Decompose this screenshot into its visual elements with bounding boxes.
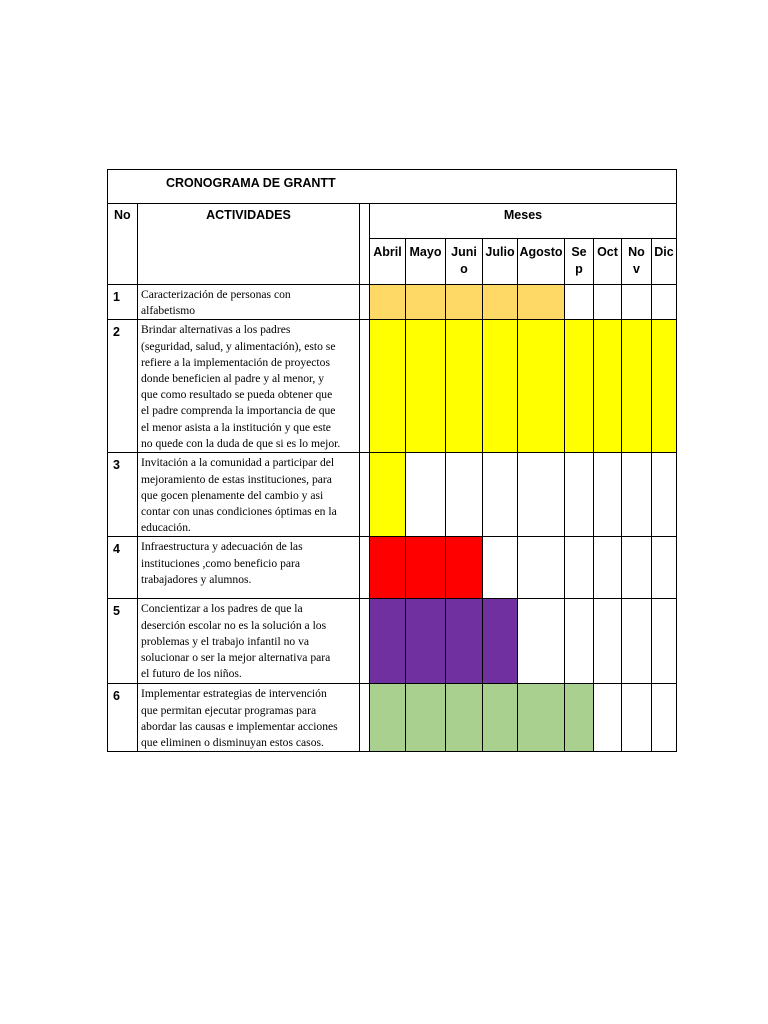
month-cell-scheduled [406,537,446,599]
chart-title: CRONOGRAMA DE GRANTT [108,170,677,204]
month-cell-scheduled [483,684,518,752]
month-header: Julio [483,239,518,285]
month-cell-scheduled [483,285,518,320]
month-cell-scheduled [370,453,406,537]
activity-line: que permitan ejecutar programas para [141,703,317,717]
month-cell-scheduled [652,320,677,453]
month-cell-empty [565,285,594,320]
activity-description [138,684,360,752]
month-cell-scheduled [406,320,446,453]
activity-line: Caracterización de personas con [141,288,291,301]
month-cell-scheduled [370,320,406,453]
table-row [108,320,677,453]
month-cell-empty [594,599,622,684]
spacer-cell [360,684,370,752]
month-cell-empty [565,599,594,684]
activity-line: el menor asista a la institución y que este [141,420,331,434]
activity-line: Concientizar a los padres de que la [141,602,303,616]
month-header: No v [622,239,652,285]
month-cell-empty [652,453,677,537]
activity-line: refiere a la implementación de proyectos [141,355,330,369]
table-row [108,684,677,752]
month-cell-empty [518,453,565,537]
month-cell-scheduled [518,684,565,752]
activity-line: problemas y el trabajo infantil no va [141,634,310,648]
month-cell-empty [652,599,677,684]
month-header: Mayo [406,239,446,285]
spacer-cell [360,320,370,453]
month-cell-empty [622,453,652,537]
month-cell-scheduled [446,684,483,752]
table-row [108,453,677,537]
row-number: 6 [108,684,138,752]
month-header: Abril [370,239,406,285]
activity-line: educación. [141,521,191,535]
month-cell-empty [483,537,518,599]
month-header: Agosto [518,239,565,285]
activity-line: deserción escolar no es la solución a los [141,618,327,632]
month-cell-scheduled [483,599,518,684]
activity-line: que eliminen o disminuyan estos casos. [141,736,324,750]
month-cell-scheduled [446,599,483,684]
month-cell-scheduled [518,320,565,453]
month-cell-empty [565,453,594,537]
month-cell-empty [518,537,565,599]
month-cell-empty [622,537,652,599]
month-cell-scheduled [406,599,446,684]
month-cell-scheduled [594,320,622,453]
activity-description [138,599,360,684]
activity-line: Implementar estrategias de intervención [141,687,327,701]
activity-line: que como resultado se pueda obtener que [141,388,333,402]
month-cell-scheduled [370,285,406,320]
activity-description [138,320,360,453]
table-row [108,537,677,599]
spacer-column [360,204,370,285]
activity-description [138,285,360,320]
activity-line: el padre comprenda la importancia de que [141,404,336,418]
month-cell-empty [652,285,677,320]
header-no: No [108,204,138,285]
activity-line: mejoramiento de estas instituciones, para [141,472,332,486]
activity-line: alfabetismo [141,304,196,318]
activity-line: Invitación a la comunidad a participar del [141,456,335,470]
month-cell-scheduled [370,599,406,684]
gantt-table [107,169,677,752]
month-cell-empty [406,453,446,537]
activity-line: solucionar o ser la mejor alternativa para [141,651,331,665]
row-number: 2 [108,320,138,453]
month-cell-scheduled [406,285,446,320]
month-cell-empty [518,599,565,684]
activity-line: instituciones ,como beneficio para [141,556,301,570]
month-cell-scheduled [446,285,483,320]
month-cell-scheduled [565,320,594,453]
month-cell-empty [622,599,652,684]
month-cell-scheduled [370,537,406,599]
month-cell-empty [594,285,622,320]
spacer-cell [360,453,370,537]
month-cell-empty [483,453,518,537]
activity-line: que gocen plenamente del cambio y asi [141,488,324,502]
header-meses: Meses [370,204,677,239]
activity-line: no quede con la duda de que si es lo mejor. [141,436,341,450]
month-cell-empty [594,453,622,537]
month-cell-scheduled [446,537,483,599]
activity-line: trabajadores y alumnos. [141,572,252,586]
month-cell-empty [622,285,652,320]
spacer-cell [360,537,370,599]
month-cell-empty [652,537,677,599]
spacer-cell [360,599,370,684]
month-cell-empty [446,453,483,537]
month-header: Oct [594,239,622,285]
month-cell-empty [594,537,622,599]
month-header: Dic [652,239,677,285]
activity-line: Brindar alternativas a los padres [141,323,291,337]
month-cell-scheduled [518,285,565,320]
month-cell-empty [652,684,677,752]
activity-description [138,453,360,537]
row-number: 5 [108,599,138,684]
activity-description [138,537,360,599]
month-cell-empty [622,684,652,752]
spacer-cell [360,285,370,320]
month-cell-scheduled [622,320,652,453]
activity-line: Infraestructura y adecuación de las [141,540,303,554]
month-cell-empty [565,537,594,599]
row-number: 1 [108,285,138,320]
row-number: 3 [108,453,138,537]
month-cell-scheduled [483,320,518,453]
month-cell-scheduled [370,684,406,752]
month-cell-scheduled [446,320,483,453]
month-cell-scheduled [406,684,446,752]
activity-line: contar con unas condiciones óptimas en la [141,505,337,519]
month-header: Se p [565,239,594,285]
activity-line: (seguridad, salud, y alimentación), esto se [141,339,336,353]
activity-line: donde beneficien al padre y al menor, y [141,372,325,386]
month-cell-scheduled [565,684,594,752]
row-number: 4 [108,537,138,599]
header-actividades: ACTIVIDADES [138,204,360,285]
activity-line: el futuro de los niños. [141,667,242,681]
activity-line: abordar las causas e implementar acciones [141,719,338,733]
table-row [108,599,677,684]
month-header: Juni o [446,239,483,285]
month-cell-empty [594,684,622,752]
table-row [108,285,677,320]
